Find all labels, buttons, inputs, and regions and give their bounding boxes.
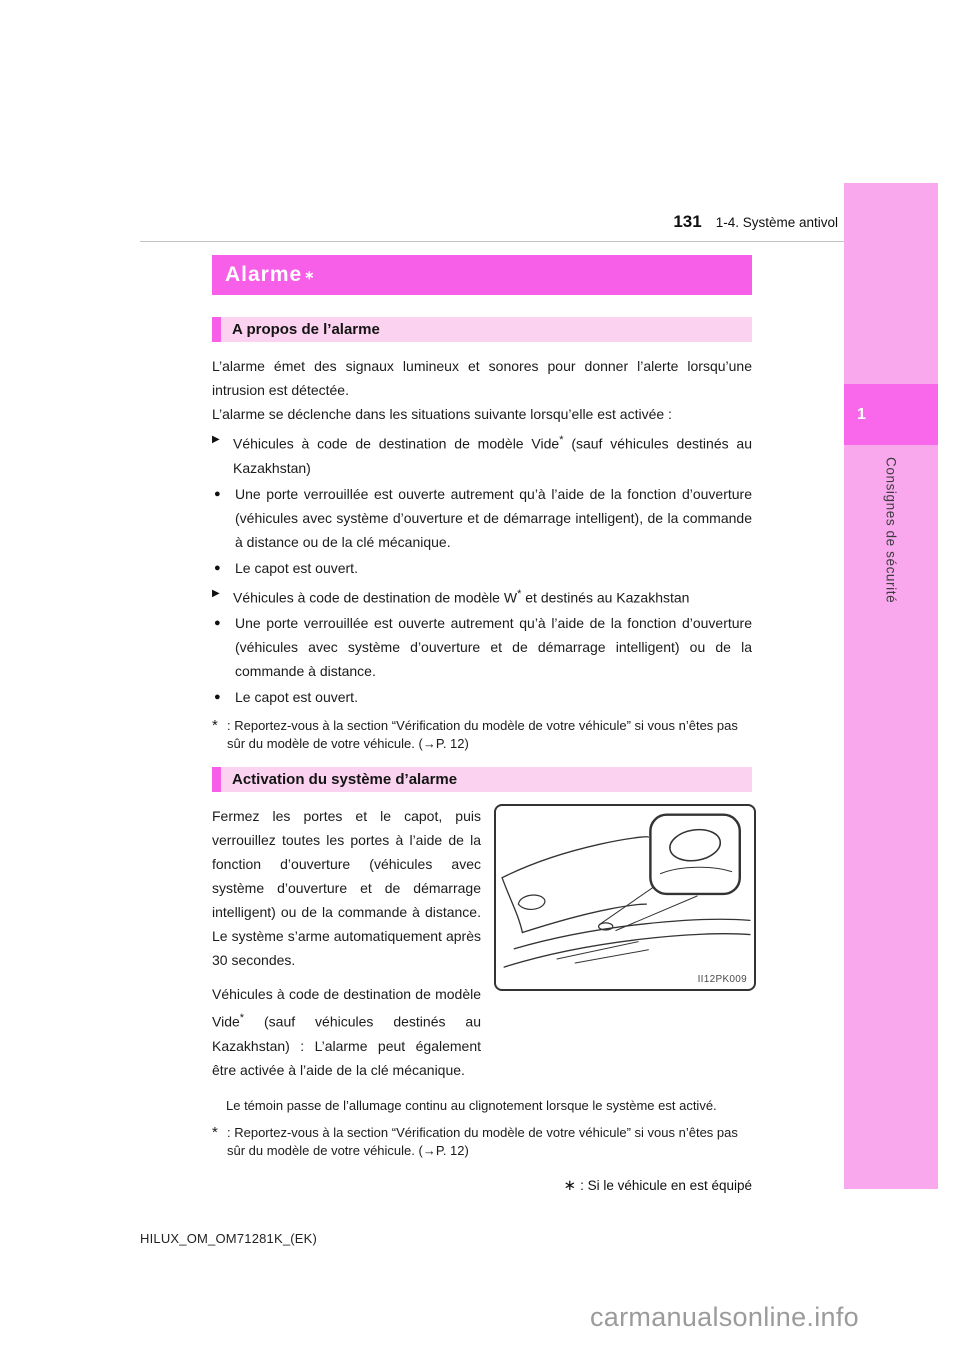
header-rule	[140, 241, 844, 242]
list-item	[212, 611, 752, 683]
list-item	[212, 685, 752, 709]
paragraph: L’alarme se déclenche dans les situations suivante lorsqu’elle est activée :	[212, 406, 672, 422]
dot-bullet-icon: ●	[214, 487, 221, 500]
section-heading-about	[212, 317, 752, 342]
variant-heading-text	[233, 428, 752, 480]
variant-heading-text	[233, 582, 752, 610]
activation-text-column	[212, 804, 481, 1082]
list-item-text: Une porte verrouillée est ouverte autrement qu’à l’aide de la fonction d’ouverture (véhicules avec système d’ouverture et de démarrage intelligent), de la commande à distance ou de la clé mécanique.	[235, 485, 752, 550]
dot-bullet-icon: ●	[214, 561, 221, 574]
two-column-block	[212, 804, 752, 1082]
title-asterisk: ∗	[304, 268, 315, 282]
page-header	[0, 212, 838, 232]
note-text: Le témoin passe de l’allumage continu au clignotement lorsque le système est activé.	[226, 1097, 717, 1113]
equipped-note-text: : Si le véhicule en est équipé	[580, 1177, 752, 1193]
figure-frame	[494, 804, 756, 991]
page-title: Alarme	[225, 263, 303, 286]
section-heading-text: A propos de l’alarme	[232, 321, 380, 338]
paragraph	[212, 982, 481, 1082]
dot-bullet-icon: ●	[214, 691, 221, 704]
footnote-marker: *	[212, 1123, 218, 1141]
chapter-label: Consignes de sécurité	[883, 457, 899, 604]
chapter-number: 1	[857, 405, 866, 423]
sup-asterisk: *	[239, 1012, 245, 1025]
text-fragment: Véhicules à code de destination de modèle W	[233, 589, 518, 606]
header-section-title: 1-4. Système antivol	[715, 215, 838, 230]
chapter-title-bar	[212, 255, 752, 295]
intro-paragraphs	[212, 354, 752, 426]
section-heading-text: Activation du système d’alarme	[232, 771, 458, 789]
list-item	[212, 482, 752, 554]
triangle-bullet-icon: ▶	[212, 587, 220, 599]
footnote-marker: *	[212, 717, 218, 735]
car-illustration-figure	[494, 804, 752, 1082]
footnote-text: : Reportez-vous à la section “Vérification du modèle de votre véhicule” si vous n’êtes pas sûr du modèle de votre véhicule. (→P. 12)	[227, 718, 738, 752]
variant-heading	[212, 582, 752, 610]
document-code: HILUX_OM_OM71281K_(EK)	[140, 1231, 318, 1246]
watermark: carmanualsonline.info	[590, 1302, 859, 1332]
footnote	[212, 717, 752, 753]
sup-asterisk: *	[517, 587, 522, 600]
chapter-tab	[844, 384, 938, 445]
page-content	[212, 255, 752, 1194]
asterisk-marker: ∗	[563, 1176, 577, 1194]
footnote	[212, 1124, 752, 1160]
text-fragment: Véhicules à code de destination de modèle Vide	[212, 986, 481, 1030]
section-heading-activation	[212, 767, 752, 792]
figure-code: II12PK009	[697, 974, 747, 986]
dot-bullet-icon: ●	[214, 617, 221, 630]
car-indicator-drawing	[496, 806, 754, 989]
chapter-sidebar	[844, 183, 938, 1189]
page-number: 131	[673, 212, 702, 231]
paragraph: L’alarme émet des signaux lumineux et sonores pour donner l’alerte lorsqu’une intrusion est détectée.	[212, 358, 752, 398]
text-fragment: (sauf véhicules destinés au Kazakhstan)	[233, 435, 753, 476]
paragraph: Fermez les portes et le capot, puis verrouillez toutes les portes à l’aide de la fonction d’ouverture (véhicules avec système d’ouverture et de démarrage intelligent) ou de la commande à distance. Le système s’arme automatiquement après 30 secondes.	[212, 808, 481, 969]
text-fragment: Véhicules à code de destination de modèle Vide	[233, 435, 560, 452]
list-item	[212, 556, 752, 580]
triangle-bullet-icon: ▶	[212, 434, 220, 445]
sup-asterisk: *	[559, 434, 564, 446]
equipped-note	[212, 1176, 752, 1194]
text-fragment: et destinés au Kazakhstan	[521, 589, 690, 606]
text-fragment: (sauf véhicules destinés au Kazakhstan) : L’alarme peut également être activée à l’aide de la clé mécanique.	[212, 1013, 481, 1078]
variant-heading	[212, 428, 752, 480]
footnote-text: : Reportez-vous à la section “Vérification du modèle de votre véhicule” si vous n’êtes pas sûr du modèle de votre véhicule. (→P. 12)	[227, 1124, 738, 1158]
list-item-text: Une porte verrouillée est ouverte autrement qu’à l’aide de la fonction d’ouverture (véhicules avec système d’ouverture et de démarrage intelligent) ou de la commande à distance.	[235, 615, 752, 680]
list-item-text: Le capot est ouvert.	[235, 559, 358, 576]
list-item-text: Le capot est ouvert.	[235, 689, 358, 706]
